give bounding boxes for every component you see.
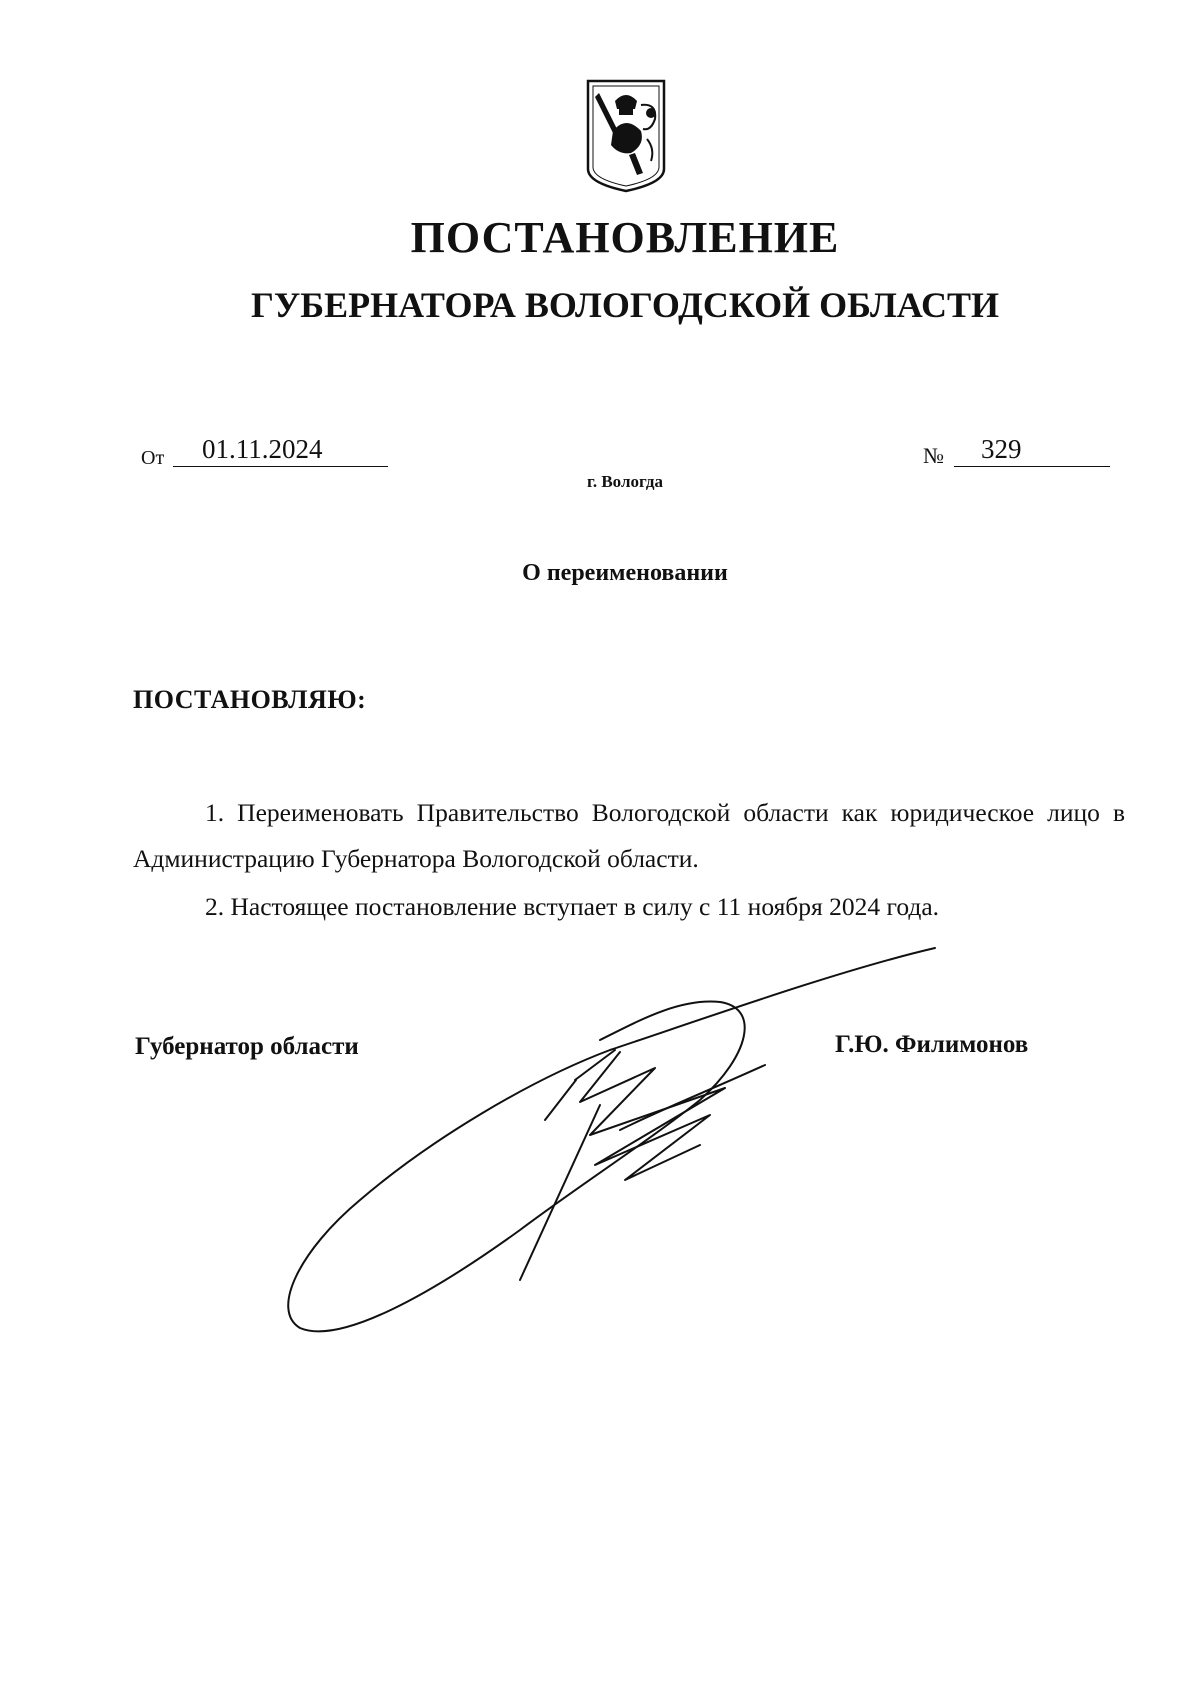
handwritten-signature: [280, 940, 940, 1340]
date-underline: [173, 466, 388, 467]
signer-name: Г.Ю. Филимонов: [835, 1031, 1029, 1058]
vologda-coat-of-arms-icon: [585, 79, 667, 193]
decree-heading: ПОСТАНОВЛЯЮ:: [133, 685, 367, 714]
document-title: ПОСТАНОВЛЕНИЕ: [410, 213, 840, 262]
city-name: г. Вологда: [587, 472, 663, 491]
date-label: От: [141, 447, 165, 469]
paragraph-2: 2. Настоящее постановление вступает в силу с 11 ноября 2024 года.: [205, 892, 940, 921]
number-underline: [954, 466, 1110, 467]
paragraph-1: 1. Переименовать Правительство Вологодской области как юридическое лицо в Администрацию Губернатора Вологодской области.: [133, 798, 1125, 873]
signature-stroke: [280, 940, 940, 1340]
number-label: №: [923, 443, 944, 468]
document-date: 01.11.2024: [202, 434, 323, 464]
document-issuer: ГУБЕРНАТОРА ВОЛОГОДСКОЙ ОБЛАСТИ: [250, 285, 1000, 325]
signer-position: Губернатор области: [135, 1033, 359, 1060]
coat-of-arms-emblem: [585, 79, 667, 193]
document-number: 329: [981, 434, 1022, 464]
document-subject: О переименовании: [522, 560, 728, 586]
